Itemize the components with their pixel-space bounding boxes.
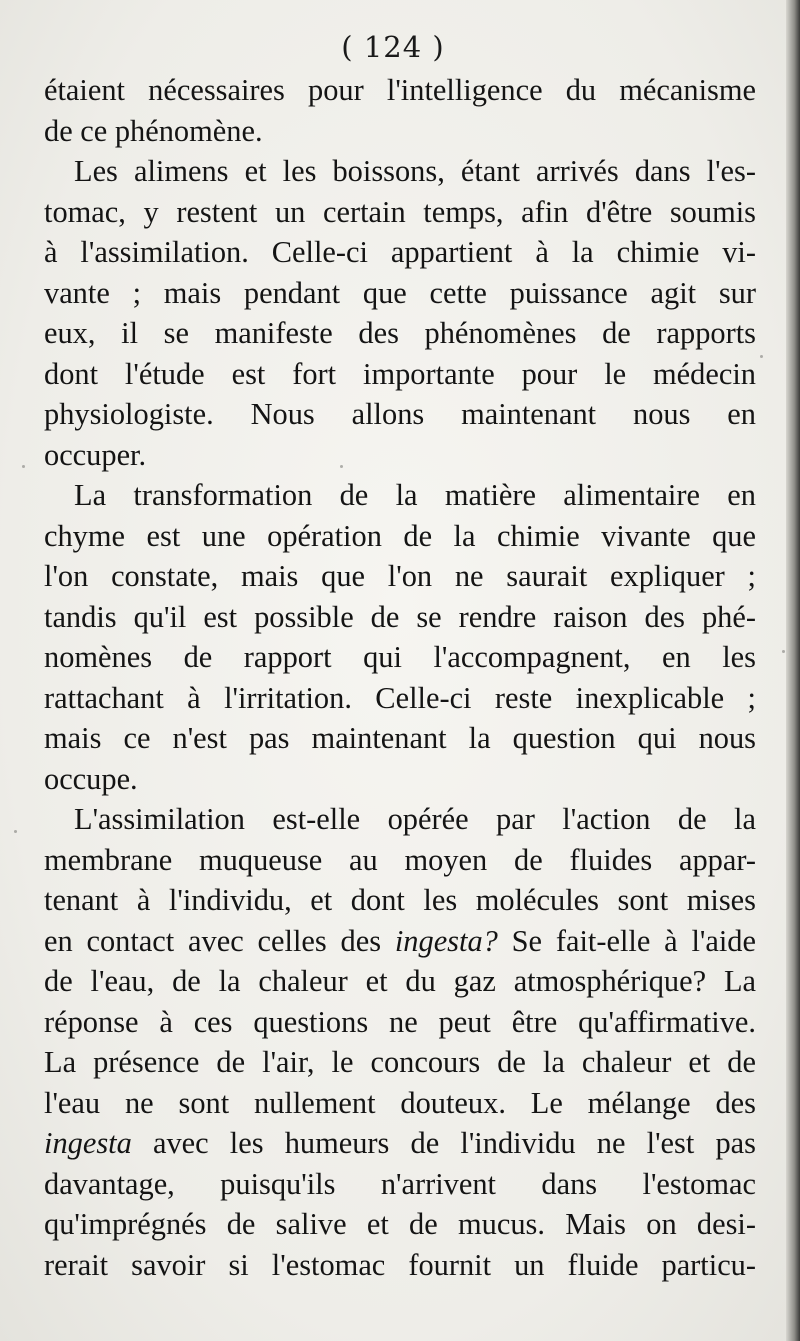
text-line: mais ce n'est pas maintenant la question qui nous bbox=[44, 721, 756, 755]
paper-speck bbox=[14, 830, 17, 833]
text-line: l'on constate, mais que l'on ne saurait expliquer ; bbox=[44, 559, 756, 593]
text-line: davantage, puisqu'ils n'arrivent dans l'estomac bbox=[44, 1166, 756, 1201]
text-line: Les alimens et les boissons, étant arrivés dans l'es- bbox=[74, 154, 756, 188]
text-line: réponse à ces questions ne peut être qu'affirmative. bbox=[44, 1004, 756, 1039]
text-line: étaient nécessaires pour l'intelligence du mécanisme bbox=[44, 73, 756, 107]
text-line: de ce phénomène. bbox=[44, 113, 263, 148]
text-line: tenant à l'individu, et dont les molécules sont mises bbox=[44, 883, 756, 917]
text-line: La transformation de la matière alimentaire en bbox=[74, 478, 756, 512]
text-line: La présence de l'air, le concours de la chaleur et de bbox=[44, 1045, 756, 1079]
page-spine-shadow bbox=[786, 0, 800, 1341]
text-line: eux, il se manifeste des phénomènes de rapports bbox=[44, 316, 756, 350]
text-line: l'eau ne sont nullement douteux. Le mélange des bbox=[44, 1085, 756, 1120]
paper-speck bbox=[22, 465, 25, 468]
text-line: rerait savoir si l'estomac fournit un fluide particu- bbox=[44, 1247, 756, 1282]
text-line: nomènes de rapport qui l'accompagnent, en les bbox=[44, 640, 756, 674]
text-line: de l'eau, de la chaleur et du gaz atmosphérique? La bbox=[44, 964, 756, 998]
text-line: rattachant à l'irritation. Celle-ci reste inexplicable ; bbox=[44, 680, 756, 715]
text-line: ingesta avec les humeurs de l'individu ne l'est pas bbox=[44, 1126, 756, 1160]
text-line: en contact avec celles des ingesta? Se fait-elle à l'aide bbox=[44, 923, 756, 958]
page-number: ( 124 ) bbox=[341, 30, 445, 64]
paper-speck bbox=[782, 650, 785, 653]
text-line: dont l'étude est fort importante pour le médecin bbox=[44, 356, 756, 391]
text-line: à l'assimilation. Celle-ci appartient à la chimie vi- bbox=[44, 235, 756, 269]
italic-term: ingesta? bbox=[394, 923, 498, 958]
text-line: chyme est une opération de la chimie vivante que bbox=[44, 518, 756, 553]
text-line: occuper. bbox=[44, 437, 147, 472]
paper-speck bbox=[760, 355, 763, 358]
text-line: vante ; mais pendant que cette puissance agit sur bbox=[44, 275, 756, 310]
body-text bbox=[44, 70, 756, 1285]
text-line: L'assimilation est-elle opérée par l'action de la bbox=[74, 802, 756, 836]
text-line: physiologiste. Nous allons maintenant nous en bbox=[44, 397, 756, 431]
text-line: occupe. bbox=[44, 761, 138, 796]
text-line: membrane muqueuse au moyen de fluides appar- bbox=[44, 842, 756, 877]
italic-term: ingesta bbox=[44, 1126, 132, 1160]
paper-speck bbox=[340, 465, 343, 468]
text-line: tomac, y restent un certain temps, afin d'être soumis bbox=[44, 194, 756, 229]
text-line: qu'imprégnés de salive et de mucus. Mais on desi- bbox=[44, 1207, 756, 1241]
text-line: tandis qu'il est possible de se rendre raison des phé- bbox=[44, 599, 756, 634]
